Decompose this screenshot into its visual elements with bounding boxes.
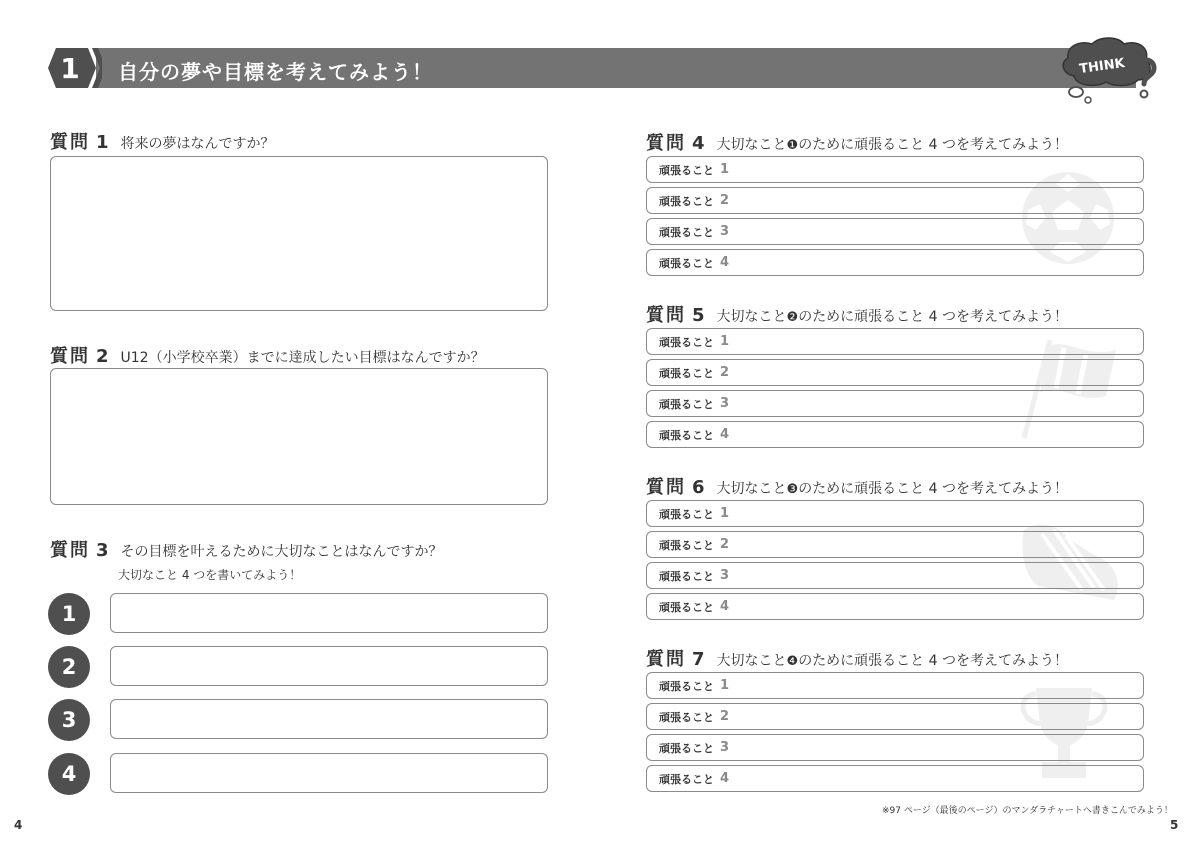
question-3-subtext: 大切なこと 4 つを書いてみよう！ [118, 568, 302, 582]
page-title: 自分の夢や目標を考えてみよう！ [118, 60, 433, 84]
effort-number: 4 [720, 771, 730, 786]
effort-item-q4-2[interactable] [646, 187, 1144, 214]
effort-label: 頑張ること [659, 335, 714, 349]
effort-label: 頑張ること [659, 256, 714, 270]
question-text-prefix: 大切なこと [716, 137, 787, 153]
effort-number: 3 [720, 568, 730, 583]
question-text: U12（小学校卒業）までに達成したい目標はなんですか？ [120, 350, 485, 366]
effort-number: 3 [720, 740, 730, 755]
important-number-2: 2 [48, 646, 90, 688]
important-answer-box-2[interactable] [110, 646, 548, 686]
question-text-suffix: のために頑張ること 4 つを考えてみよう！ [798, 653, 1068, 669]
effort-item-q5-4[interactable] [646, 421, 1144, 448]
question-text-suffix: のために頑張ること 4 つを考えてみよう！ [798, 137, 1068, 153]
effort-label: 頑張ること [659, 600, 714, 614]
question-number: 1 [96, 132, 109, 153]
question-7-heading [646, 645, 1068, 671]
effort-item-q4-4[interactable] [646, 249, 1144, 276]
question-number: 6 [692, 477, 705, 498]
question-1-heading [50, 128, 275, 154]
effort-label: 頑張ること [659, 507, 714, 521]
effort-number: 2 [720, 709, 730, 724]
effort-item-q5-3[interactable] [646, 390, 1144, 417]
section-number-badge [48, 44, 102, 92]
effort-number: 3 [720, 396, 730, 411]
important-answer-box-1[interactable] [110, 593, 548, 633]
question-6-heading [646, 473, 1068, 499]
important-number-4: 4 [48, 753, 90, 795]
question-text-prefix: 大切なこと [716, 309, 787, 325]
effort-item-q6-4[interactable] [646, 593, 1144, 620]
question-label: 質問 [646, 649, 686, 670]
important-marker: ❷ [786, 310, 799, 325]
question-text: その目標を叶えるために大切なことはなんですか？ [120, 544, 443, 560]
effort-label: 頑張ること [659, 569, 714, 583]
effort-item-q7-2[interactable] [646, 703, 1144, 730]
effort-label: 頑張ること [659, 397, 714, 411]
question-5-heading [646, 301, 1068, 327]
effort-item-q6-1[interactable] [646, 500, 1144, 527]
effort-label: 頑張ること [659, 772, 714, 786]
page-number-left: 4 [14, 818, 23, 832]
effort-number: 4 [720, 599, 730, 614]
effort-number: 3 [720, 224, 730, 239]
question-text-prefix: 大切なこと [716, 653, 787, 669]
effort-item-q7-3[interactable] [646, 734, 1144, 761]
think-label: THINK [1078, 55, 1126, 78]
important-marker: ❶ [786, 138, 799, 153]
question-4-heading [646, 129, 1068, 155]
effort-label: 頑張ること [659, 679, 714, 693]
effort-number: 1 [720, 506, 730, 521]
question-label: 質問 [50, 346, 90, 367]
important-marker: ❹ [786, 654, 799, 669]
effort-number: 2 [720, 537, 730, 552]
question-2-heading [50, 342, 485, 368]
question-3-heading [50, 536, 443, 562]
question-text: 将来の夢はなんですか？ [120, 136, 275, 152]
question-label: 質問 [50, 540, 90, 561]
important-answer-box-3[interactable] [110, 699, 548, 739]
question-text-prefix: 大切なこと [716, 481, 787, 497]
question-label: 質問 [646, 305, 686, 326]
effort-number: 2 [720, 365, 730, 380]
effort-item-q6-2[interactable] [646, 531, 1144, 558]
question-number: 5 [692, 305, 705, 326]
important-number-1: 1 [48, 593, 90, 635]
dream-answer-box[interactable] [50, 156, 548, 311]
effort-number: 1 [720, 162, 730, 177]
effort-label: 頑張ること [659, 741, 714, 755]
important-answer-box-4[interactable] [110, 753, 548, 793]
effort-number: 1 [720, 334, 730, 349]
question-label: 質問 [646, 133, 686, 154]
effort-label: 頑張ること [659, 225, 714, 239]
effort-item-q4-3[interactable] [646, 218, 1144, 245]
important-marker: ❸ [786, 482, 799, 497]
effort-number: 4 [720, 255, 730, 270]
effort-item-q7-4[interactable] [646, 765, 1144, 792]
effort-label: 頑張ること [659, 428, 714, 442]
question-text-suffix: のために頑張ること 4 つを考えてみよう！ [798, 309, 1068, 325]
effort-item-q4-1[interactable] [646, 156, 1144, 183]
question-label: 質問 [646, 477, 686, 498]
page-number-right: 5 [1170, 818, 1179, 832]
section-number: 1 [60, 52, 80, 85]
question-number: 3 [96, 540, 109, 561]
effort-label: 頑張ること [659, 538, 714, 552]
important-number-3: 3 [48, 699, 90, 741]
effort-label: 頑張ること [659, 163, 714, 177]
footnote: ※97 ページ（最後のページ）のマンダラチャートへ書きこんでみよう！ [882, 806, 1173, 816]
question-label: 質問 [50, 132, 90, 153]
effort-label: 頑張ること [659, 194, 714, 208]
effort-item-q5-2[interactable] [646, 359, 1144, 386]
effort-number: 1 [720, 678, 730, 693]
question-number: 7 [692, 649, 705, 670]
question-text-suffix: のために頑張ること 4 つを考えてみよう！ [798, 481, 1068, 497]
goal-answer-box[interactable] [50, 368, 548, 505]
effort-item-q7-1[interactable] [646, 672, 1144, 699]
think-bubble-icon [1058, 36, 1162, 106]
effort-item-q6-3[interactable] [646, 562, 1144, 589]
effort-label: 頑張ること [659, 710, 714, 724]
effort-item-q5-1[interactable] [646, 328, 1144, 355]
effort-number: 4 [720, 427, 730, 442]
effort-number: 2 [720, 193, 730, 208]
question-number: 2 [96, 346, 109, 367]
question-number: 4 [692, 133, 705, 154]
effort-label: 頑張ること [659, 366, 714, 380]
